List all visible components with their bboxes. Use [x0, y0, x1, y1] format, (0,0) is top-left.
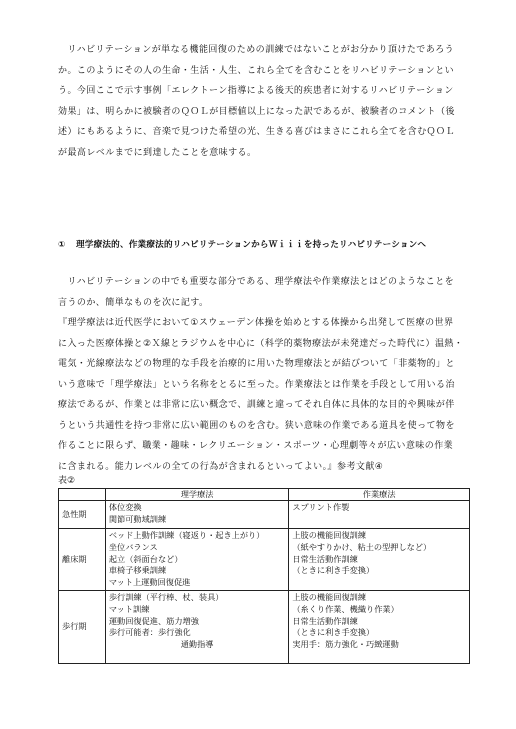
pt-cell — [105, 501, 289, 529]
paragraph-line: 言うのか、簡単なものを次に記す。 — [58, 297, 209, 308]
period-cell: 歩行期 — [59, 590, 106, 663]
cell-line: 日常生活動作訓練 — [292, 615, 358, 626]
paragraph-line: 療法であるが、作業とは非常に広い概念で、訓練と違ってそれ自体に具体的な目的や興味が伴 — [58, 400, 455, 410]
section-heading — [58, 238, 426, 250]
period-cell: 急性期 — [59, 501, 106, 529]
cell-line: 坐位バランス — [108, 541, 158, 552]
ot-cell — [289, 590, 470, 663]
intro-paragraph — [58, 40, 468, 163]
therapy-table — [58, 488, 470, 664]
cell-line: （ときに利き手変換） — [292, 627, 375, 638]
cell-line: スプリント作製 — [292, 502, 350, 512]
cell-line: （紙やすりかけ、粘土の型押しなど） — [292, 541, 432, 552]
paragraph-line: う。今回ここで示す事例「エレクトーン指導による後天的疾患者に対するリハビリテーション — [58, 86, 454, 96]
cell-line: 起立（斜面台など） — [108, 553, 183, 564]
table-row — [59, 501, 470, 529]
table-caption: 表② — [58, 476, 76, 486]
table-header-row — [59, 489, 470, 501]
cell-line: 日常生活動作訓練 — [292, 553, 358, 564]
paragraph-line: に含まれる。能力レベルの全ての行為が含まれるといってよい。』参考文献④ — [58, 461, 384, 472]
cell-line: 通勤指導 — [180, 639, 214, 650]
paragraph-line: が最高レベルまでに到達したことを意味する。 — [58, 147, 257, 158]
cell-line: 運動回復促進、筋力増強 — [108, 615, 199, 626]
cell-line: 車椅子移乗訓練 — [108, 565, 167, 576]
ot-cell — [289, 501, 470, 529]
cell-line: 実用手：筋力強化・巧緻運動 — [292, 639, 399, 650]
table-header-empty — [59, 489, 106, 501]
section-title: 理学療法的、作業療法的リハビリテーションからＷｉｉｉを持ったリハビリテーションへ — [76, 240, 427, 250]
table-row — [59, 590, 470, 663]
cell-line: （ときに利き手変換） — [292, 565, 375, 576]
cell-line: 上肢の機能回復訓練 — [292, 591, 367, 602]
cell-line: 上肢の機能回復訓練 — [292, 530, 367, 540]
cell-line: 歩行訓練（平行棒、杖、装具） — [108, 591, 224, 602]
period-cell: 離床期 — [59, 529, 106, 591]
paragraph-line: 電気・光線療法などの物理的な手段を治療的に用いた物理療法とが結びついて「非薬物的」と — [58, 359, 455, 369]
cell-line: マット訓練 — [108, 603, 150, 614]
cell-line: マット上運動回復促進 — [108, 577, 191, 588]
table-row — [59, 529, 470, 591]
paragraph-line: リハビリテーションが単なる機能回復のための訓練ではないことがお分かり頂けたであろう — [58, 45, 455, 55]
paragraph-line: リハビリテーションの中でも重要な部分である、理学療法や作業療法とはどのようなことを — [58, 277, 455, 287]
paragraph-line: いう意味で「理学療法」という名称をとるに至った。作業療法とは作業を手段として用いる治 — [58, 379, 455, 390]
paragraph-line: に入った医療体操と②Ｘ線とラジウムを中心に（科学的薬物療法が未発達だった時代に）温熱・ — [58, 338, 464, 349]
paragraph-line: 効果」は、明らかに被験者のＱＯＬが目標値以上になった訳であるが、被験者のコメント（後 — [58, 106, 455, 117]
section-number: ① — [58, 240, 66, 250]
cell-line: 体位変換 — [108, 502, 142, 512]
paragraph-line: 述）にもあるように、音楽で見つけた希望の光、生きる喜びはまさにこれら全てを含むＱＯＬ — [58, 127, 455, 137]
paragraph-line: 作ることに限らず、職業・趣味・レクリエーション・スポーツ・心理劇等々が広い意味の作業 — [58, 441, 454, 451]
cell-line: 歩行可能者：歩行強化 — [108, 627, 191, 638]
body-paragraph — [58, 272, 468, 477]
ot-cell — [289, 529, 470, 591]
paragraph-line: 『理学療法は近代医学において①スウェーデン体操を始めとする体操から出発して医療の世界 — [58, 318, 454, 328]
cell-line: （糸くり作業、機織り作業） — [292, 603, 399, 614]
table-header-pt: 理学療法 — [105, 489, 289, 501]
paragraph-line: うという共通性を持つ非常に広い範囲のものを含む。狭い意味の作業である道具を使って物を — [58, 420, 455, 431]
paragraph-line: か。このようにその人の生命・生活・人生、これら全てを含むことをリハビリテーションとい — [58, 65, 455, 76]
cell-line: ベッド上動作訓練（寝返り・起き上がり） — [108, 530, 265, 540]
cell-line: 関節可動域訓練 — [108, 513, 167, 524]
pt-cell — [105, 590, 289, 663]
table-header-ot: 作業療法 — [289, 489, 470, 501]
pt-cell — [105, 529, 289, 591]
